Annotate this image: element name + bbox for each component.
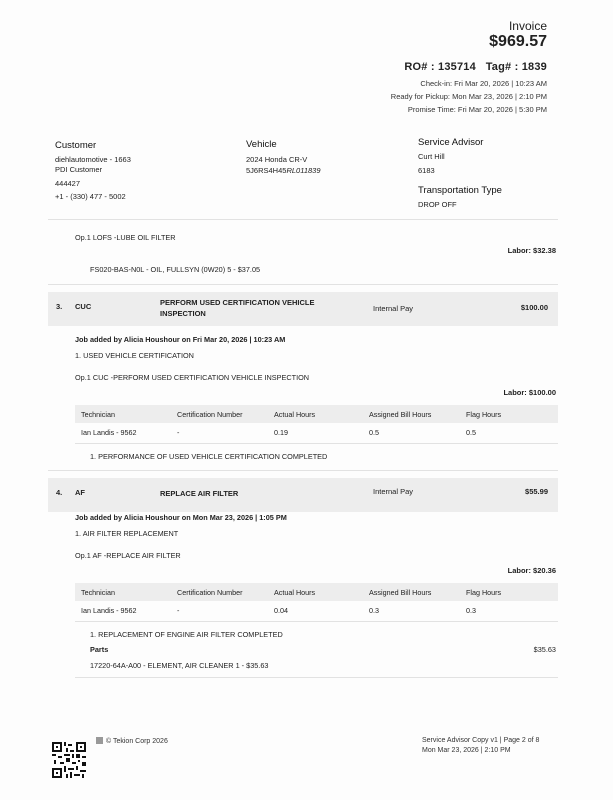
vin-suffix: RL011839 bbox=[286, 166, 321, 175]
cell-flag: 0.5 bbox=[466, 428, 476, 437]
qr-code-icon bbox=[52, 742, 86, 778]
footer-printed: Mon Mar 23, 2026 | 2:10 PM bbox=[422, 747, 511, 754]
col-flag: Flag Hours bbox=[466, 410, 502, 419]
cell-technician: Ian Landis - 9562 bbox=[81, 606, 137, 615]
job-op-line: Op.1 CUC -PERFORM USED CERTIFICATION VEHICLE INSPECTION bbox=[75, 373, 310, 382]
cell-actual: 0.04 bbox=[274, 606, 288, 615]
job-correction: 1. REPLACEMENT OF ENGINE AIR FILTER COMPLETED bbox=[90, 630, 283, 639]
job-title: REPLACE AIR FILTER bbox=[160, 489, 239, 498]
job-amount: $55.99 bbox=[525, 487, 548, 496]
job-added-line: Job added by Alicia Houshour on Mon Mar 23, 2026 | 1:05 PM bbox=[75, 513, 287, 522]
job-pay-type: Internal Pay bbox=[373, 487, 414, 496]
cell-assigned: 0.3 bbox=[369, 606, 379, 615]
cell-actual: 0.19 bbox=[274, 428, 288, 437]
invoice-label: Invoice bbox=[508, 19, 547, 33]
col-technician: Technician bbox=[81, 588, 115, 597]
cell-technician: Ian Landis - 9562 bbox=[81, 428, 137, 437]
ready-time: Ready for Pickup: Mon Mar 23, 2026 | 2:10 PM bbox=[390, 92, 547, 101]
transport-heading: Transportation Type bbox=[418, 185, 502, 196]
divider bbox=[48, 219, 558, 220]
tech-table-header bbox=[75, 583, 558, 601]
job-correction: 1. PERFORMANCE OF USED VEHICLE CERTIFICATION COMPLETED bbox=[90, 452, 328, 461]
job-number: 4. bbox=[56, 488, 63, 497]
col-cert: Certification Number bbox=[177, 410, 243, 419]
job-number: 3. bbox=[56, 302, 63, 311]
advisor-name: Curt Hill bbox=[418, 152, 445, 161]
job-code: AF bbox=[75, 488, 85, 497]
ro-tag-line bbox=[404, 61, 547, 73]
part-line: 17220-64A-A00 - ELEMENT, AIR CLEANER 1 - $35.63 bbox=[90, 661, 269, 670]
checkin-time: Check-in: Fri Mar 20, 2026 | 10:23 AM bbox=[420, 79, 547, 88]
vehicle-heading: Vehicle bbox=[246, 139, 277, 150]
job-amount: $100.00 bbox=[520, 303, 548, 312]
footer-copy-info: Service Advisor Copy v1 | Page 2 of 8 bbox=[422, 737, 540, 744]
job-header-3 bbox=[48, 292, 558, 326]
job-added-line: Job added by Alicia Houshour on Fri Mar 20, 2026 | 10:23 AM bbox=[75, 335, 286, 344]
vehicle-vin bbox=[246, 166, 321, 175]
job-op-line: Op.1 AF -REPLACE AIR FILTER bbox=[75, 551, 181, 560]
table-row bbox=[75, 602, 558, 618]
prev-op-line: Op.1 LOFS -LUBE OIL FILTER bbox=[75, 233, 176, 242]
customer-heading: Customer bbox=[55, 140, 97, 151]
customer-type: PDI Customer bbox=[55, 165, 103, 174]
divider bbox=[75, 443, 558, 444]
col-actual: Actual Hours bbox=[274, 410, 316, 419]
footer-copyright: © Tekion Corp 2026 bbox=[106, 738, 168, 745]
vin-prefix: 5J6RS4H45 bbox=[246, 166, 287, 175]
vehicle-model: 2024 Honda CR-V bbox=[246, 155, 308, 164]
customer-phone: +1 - (330) 477 - 5002 bbox=[55, 192, 126, 201]
tekion-logo-icon bbox=[96, 737, 103, 744]
cell-assigned: 0.5 bbox=[369, 428, 379, 437]
parts-total: $35.63 bbox=[533, 645, 556, 654]
col-actual: Actual Hours bbox=[274, 588, 316, 597]
divider bbox=[75, 677, 558, 678]
col-assigned: Assigned Bill Hours bbox=[369, 588, 432, 597]
col-flag: Flag Hours bbox=[466, 588, 502, 597]
advisor-heading: Service Advisor bbox=[418, 137, 484, 148]
cell-flag: 0.3 bbox=[466, 606, 476, 615]
job-concern: 1. USED VEHICLE CERTIFICATION bbox=[75, 351, 194, 360]
promise-time: Promise Time: Fri Mar 20, 2026 | 5:30 PM bbox=[407, 105, 547, 114]
job-labor: Labor: $20.36 bbox=[507, 566, 556, 575]
ro-number: RO# : 135714 bbox=[404, 61, 476, 73]
job-code: CUC bbox=[75, 302, 92, 311]
job-labor: Labor: $100.00 bbox=[503, 388, 556, 397]
col-cert: Certification Number bbox=[177, 588, 243, 597]
tag-number: Tag# : 1839 bbox=[485, 61, 547, 73]
col-assigned: Assigned Bill Hours bbox=[369, 410, 432, 419]
job-title: PERFORM USED CERTIFICATION VEHICLE INSPECTION bbox=[160, 298, 315, 318]
cell-cert: - bbox=[177, 606, 180, 615]
divider bbox=[48, 284, 558, 285]
prev-part-line: FS020-BAS-N0L - OIL, FULLSYN (0W20) 5 - $37.05 bbox=[90, 265, 261, 274]
transport-type: DROP OFF bbox=[418, 200, 457, 209]
col-technician: Technician bbox=[81, 410, 115, 419]
customer-number: 444427 bbox=[55, 179, 81, 188]
divider bbox=[48, 470, 558, 471]
advisor-id: 6183 bbox=[418, 166, 435, 175]
job-header-4 bbox=[48, 478, 558, 512]
table-row bbox=[75, 424, 558, 440]
divider bbox=[75, 621, 558, 622]
job-pay-type: Internal Pay bbox=[373, 304, 414, 313]
customer-name: diehlautomotive - 1663 bbox=[55, 155, 131, 164]
job-concern: 1. AIR FILTER REPLACEMENT bbox=[75, 529, 179, 538]
cell-cert: - bbox=[177, 428, 180, 437]
parts-heading: Parts bbox=[90, 645, 109, 654]
footer-brand bbox=[96, 737, 168, 745]
invoice-total: $969.57 bbox=[489, 33, 547, 50]
tech-table-header bbox=[75, 405, 558, 423]
prev-labor: Labor: $32.38 bbox=[507, 246, 556, 255]
